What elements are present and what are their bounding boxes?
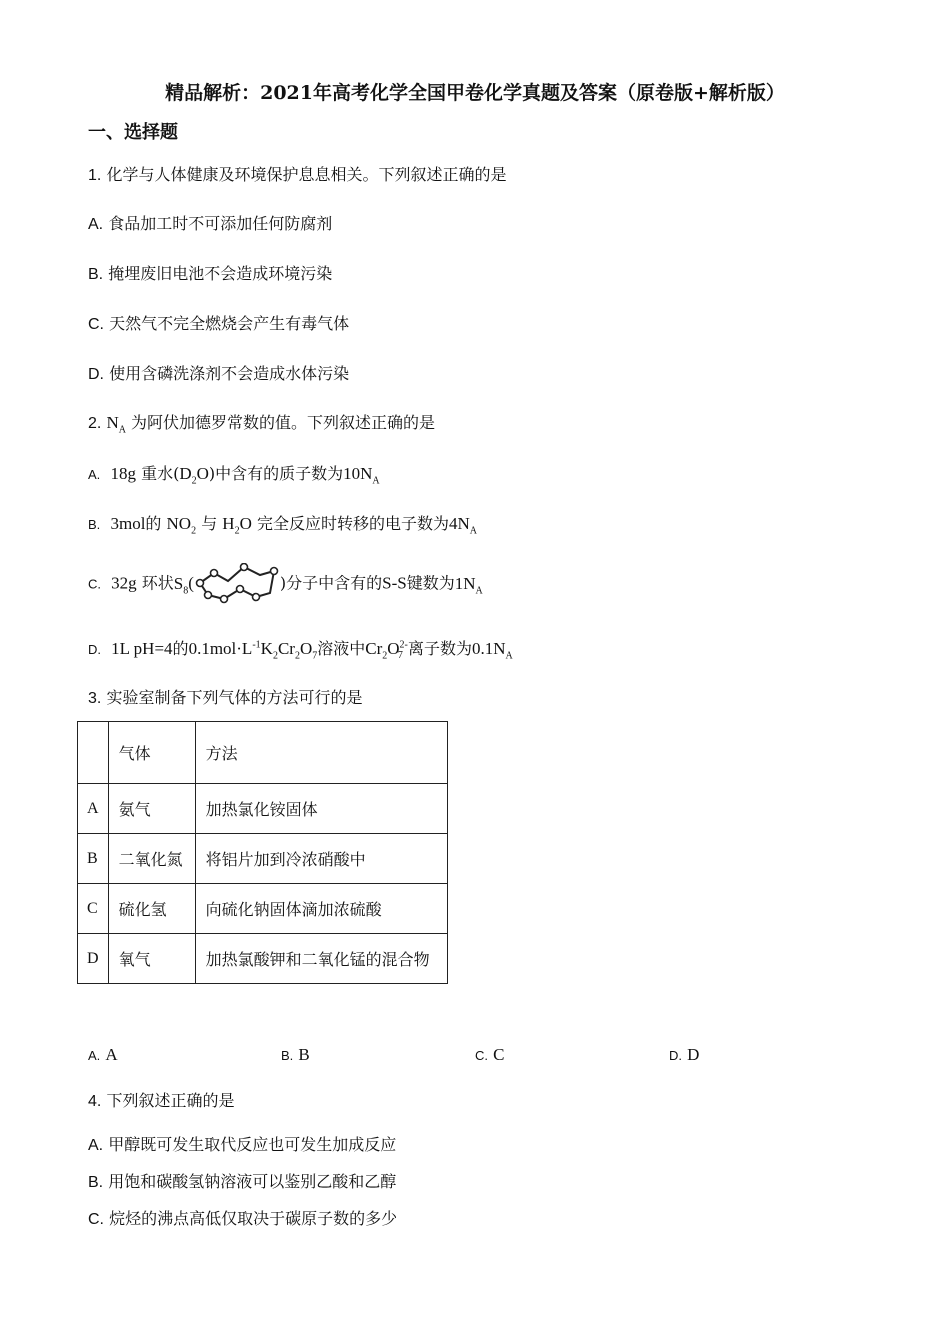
question-3 [88,685,362,708]
option-text: 烷烃的沸点高低仅取决于碳原子数的多少 [109,1209,398,1228]
option-text: D [687,1045,700,1064]
table-header-row [78,722,448,784]
question-stem: 为阿伏加德罗常数的值。下列叙述正确的是 [131,413,436,432]
table-cell: 二氧化氮 [108,834,195,884]
question-1 [88,162,506,185]
table-cell: A [78,784,109,834]
option-label: B. [88,266,104,283]
q4-option-b [88,1169,396,1192]
question-4 [88,1088,234,1111]
table-row [78,784,448,834]
question-stem: 化学与人体健康及环境保护息息相关。下列叙述正确的是 [106,165,507,184]
option-text: 用饱和碳酸氢钠溶液可以鉴别乙酸和乙醇 [108,1172,397,1191]
q4-option-c [88,1206,397,1229]
option-label: B. [88,1174,104,1191]
option-label: A. [88,467,101,482]
table-cell: 气体 [108,722,195,784]
table-cell: 硫化氢 [108,884,195,934]
option-label: D. [669,1048,682,1063]
option-label: B. [88,517,101,532]
option-label: D. [88,366,104,383]
table-cell: 方法 [195,722,447,784]
option-text: 天然气不完全燃烧会产生有毒气体 [109,314,350,333]
table-row [78,884,448,934]
option-label: C. [88,576,101,592]
question-stem: 下列叙述正确的是 [106,1091,235,1110]
option-text: A [105,1045,118,1064]
table-cell: 将铝片加到冷浓硝酸中 [195,834,447,884]
question-number: 4. [88,1093,102,1110]
s8-ring-structure-icon [194,563,280,605]
option-label: C. [88,1211,104,1228]
table-cell: 加热氯化铵固体 [195,784,447,834]
table-cell: C [78,884,109,934]
q3-option-c [475,1045,504,1065]
q2-option-c: C. 32g 环状$S_8$( )分子中含有的S-S键数为$1N_A$ [88,563,483,605]
option-label: C. [88,316,104,333]
option-text: 甲醇既可发生取代反应也可发生加成反应 [108,1135,397,1154]
q1-option-d [88,361,349,384]
table-cell: B [78,834,109,884]
section-heading: 一、选择题 [88,122,178,143]
question-2 [88,410,435,435]
table-cell: D [78,934,109,984]
q2-option-b: B. 3mol的 $NO_2$ 与 $H_2O$ 完全反应时转移的电子数为$4N_A$ [88,514,477,537]
table-cell: 氧气 [108,934,195,984]
document-title: 精品解析：2021年高考化学全国甲卷化学真题及答案（原卷版+解析版） [165,82,785,104]
option-label: D. [88,642,101,657]
table-row [78,934,448,984]
q1-option-c [88,311,349,334]
q3-option-d [669,1045,699,1065]
question-stem: 实验室制备下列气体的方法可行的是 [106,688,363,707]
q3-option-b [281,1045,310,1065]
table-cell: 氨气 [108,784,195,834]
q2-option-a: A. 18g 重水$(D_2O)$中含有的质子数为$10N_A$ [88,464,380,487]
na-symbol: $N_A$ [106,413,126,436]
table-cell: 向硫化钠固体滴加浓硫酸 [195,884,447,934]
option-text: 使用含磷洗涤剂不会造成水体污染 [109,364,350,383]
question-number: 3. [88,690,102,707]
question-number: 1. [88,167,102,184]
q2-option-d: D. 1L pH=4的$0.1mol\cdot L^{-1}K_2Cr_2O_7$溶液中$Cr_2O^{2-}_7$ 离子数为$0.1N_A$ [88,639,513,662]
option-text: 食品加工时不可添加任何防腐剂 [108,214,333,233]
question-number: 2. [88,415,102,432]
gas-preparation-table [77,721,448,984]
table-cell [78,722,109,784]
q3-option-a [88,1045,118,1065]
table-cell: 加热氯酸钾和二氧化锰的混合物 [195,934,447,984]
q1-option-a [88,211,332,234]
option-text: 掩埋废旧电池不会造成环境污染 [108,264,333,283]
option-label: A. [88,216,104,233]
option-text: B [298,1045,310,1064]
option-text: C [493,1045,505,1064]
option-label: C. [475,1048,488,1063]
table-row [78,834,448,884]
option-label: B. [281,1048,294,1063]
option-label: A. [88,1048,101,1063]
option-label: A. [88,1137,104,1154]
q1-option-b [88,261,332,284]
q4-option-a [88,1132,396,1155]
